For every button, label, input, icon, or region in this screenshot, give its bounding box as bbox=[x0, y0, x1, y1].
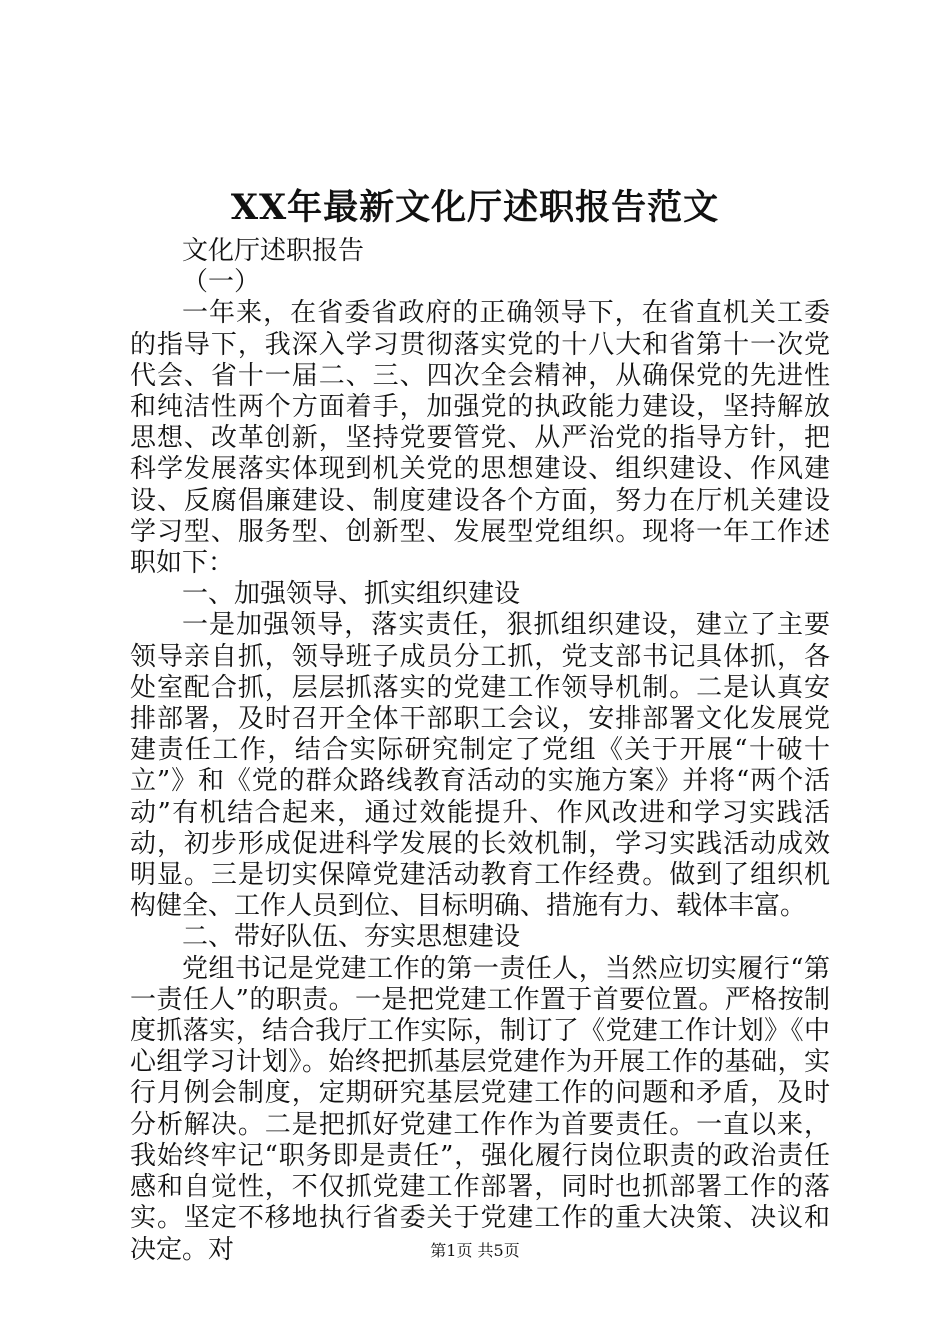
section-heading-1: 一、加强领导、抓实组织建设 bbox=[182, 579, 521, 610]
section-2-paragraph: 党组书记是党建工作的第一责任人，当然应切实履行“第一责任人”的职责。一是把党建工作置于首要位置。严格按制度抓落实，结合我厅工作实际，制订了《党建工作计划》《中心组学习计划》。始终把抓基层党建作为开展工作的基础，实行月例会制度，定期研究基层党建工作的问题和矛盾，及时分析解决。二是把抓好党建工作作为首要责任。一直以来，我始终牢记“职务即是责任”，强化履行岗位职责的政治责任感和自觉性，不仅抓党建工作部署，同时也抓部署工作的落实。坚定不移地执行省委关于党建工作的重大决策、决议和决定。对 bbox=[130, 953, 830, 1265]
document-body bbox=[130, 236, 830, 1266]
section-heading-2: 二、带好队伍、夯实思想建设 bbox=[182, 922, 521, 953]
page-indicator: 第1页 共5页 bbox=[430, 1241, 520, 1260]
intro-paragraph: 一年来，在省委省政府的正确领导下，在省直机关工委的指导下，我深入学习贯彻落实党的十八大和省第十一次党代会、省十一届二、三、四次全会精神，从确保党的先进性和纯洁性两个方面着手，加强党的执政能力建设，坚持解放思想、改革创新，坚持党要管党、从严治党的指导方针，把科学发展落实体现到机关党的思想建设、组织建设、作风建设、反腐倡廉建设、制度建设各个方面，努力在厅机关建设学习型、服务型、创新型、发展型党组织。现将一年工作述职如下： bbox=[130, 298, 830, 579]
document-title: XX年最新文化厅述职报告范文 bbox=[230, 187, 720, 228]
subtitle-line: 文化厅述职报告 bbox=[182, 236, 365, 266]
section-1-paragraph: 一是加强领导，落实责任，狠抓组织建设，建立了主要领导亲自抓，领导班子成员分工抓，党支部书记具体抓，各处室配合抓，层层抓落实的党建工作领导机制。二是认真安排部署，及时召开全体干部职工会议，安排部署文化发展党建责任工作，结合实际研究制定了党组《关于开展“十破十立”》和《党的群众路线教育活动的实施方案》并将“两个活动”有机结合起来，通过效能提升、作风改进和学习实践活动，初步形成促进科学发展的长效机制，学习实践活动成效明显。三是切实保障党建活动教育工作经费。做到了组织机构健全、工作人员到位、目标明确、措施有力、载体丰富。 bbox=[130, 610, 830, 922]
section-number: （一） bbox=[182, 267, 261, 298]
